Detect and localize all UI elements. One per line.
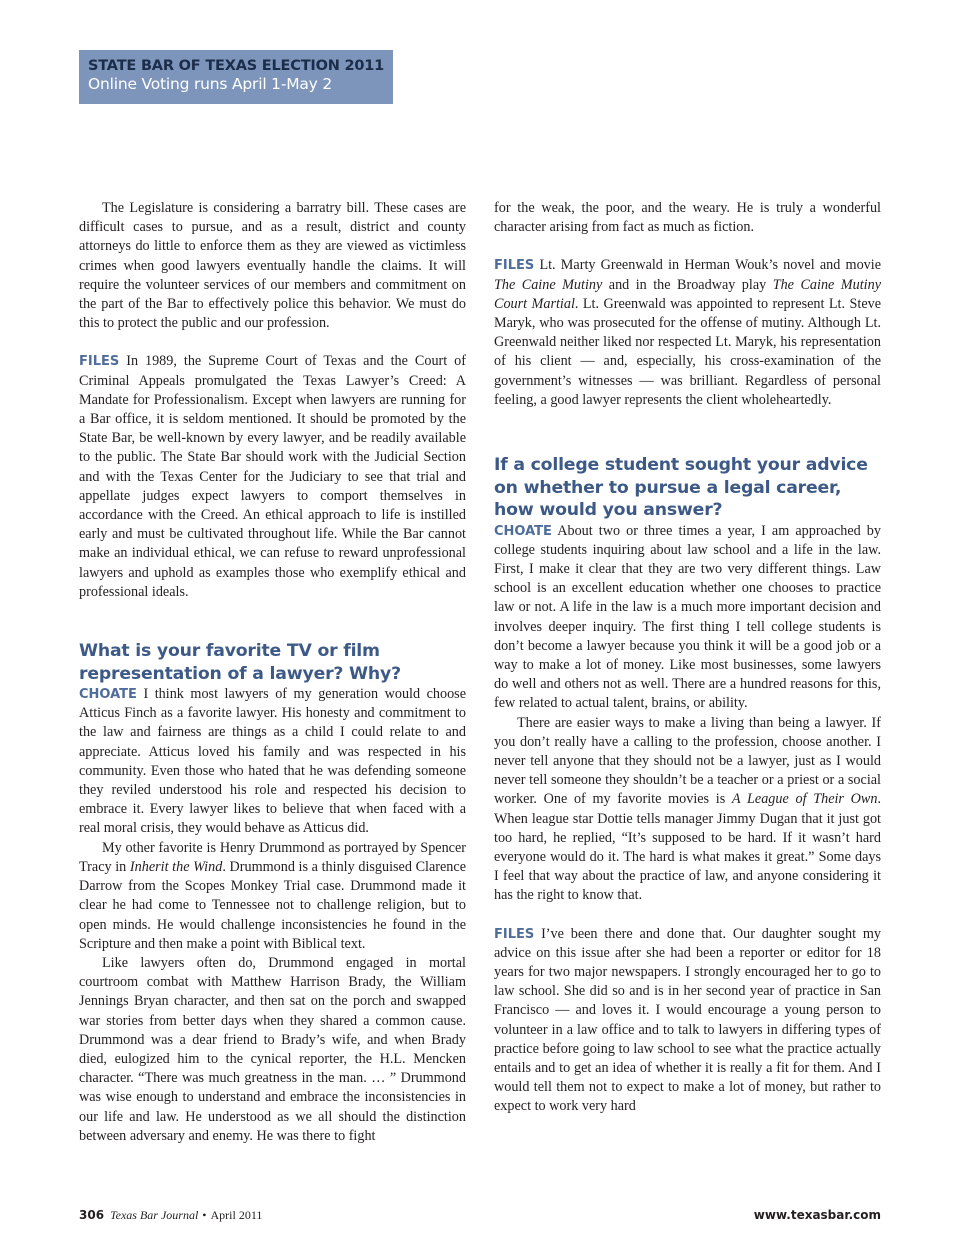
speaker-tag-files: FILES	[79, 354, 120, 370]
answer-text: I think most lawyers of my generation would choose Atticus Finch as a favorite lawyer. His honesty and commitment to the law and fairness are things as a child I could relate to and appreciate. Atticus loved his family and was respected in his community. Even those who hated that he was defending someone they reviled understood his role and respected his decision to embrace it. Every lawyer likes to believe that when faced with a real moral crisis, they would behave as Atticus did.	[79, 686, 466, 837]
answer-text: About two or three times a year, I am approached by college students inquiring about law school and a life in the law. First, I make it clear that they are two very different things. Law school is an excellent education whether one chooses to practice law or not. A life in the law is a much more important decision and involves deeper inquiry. The first thing I tell college students is don’t become a lawyer because you think it will be a good job or a way to make a lot of money. Like most businesses, some lawyers do well and others not as well. There are a hundred reasons for this, few related to actual talent, brains, or ability.	[494, 522, 881, 712]
text-run: . Drummond is a thinly disguised Clarence Darrow from the Scopes Monkey Trial case. Drummond made it clear he had come to Tennessee not to challenge religion, but to open minds. He would challenge inconsistencies he found in the Scripture and then make a point with Biblical text.	[79, 858, 466, 952]
choate-answer	[79, 685, 466, 839]
paragraph: Like lawyers often do, Drummond engaged in mortal courtroom combat with Matthew Harrison Brady, the William Jennings Bryan character, and then sat on the porch and swapped war stories from better days when they shared a common cause. Drummond was a dear friend to Brady’s wife, and when Brady died, eulogized him to the cynical reporter, the H.L. Mencken character. “There was much greatness in the man. … ” Drummond was wise enough to understand and embrace the inconsistencies in our life and law. He understood as we all should the distinction between adversary and enemy. He was there to fight	[79, 954, 466, 1144]
text-run: . Lt. Greenwald was appointed to represent Lt. Steve Maryk, who was prosecuted for the offense of mutiny. Although Lt. Greenwald neither liked nor respected Lt. Maryk, his representation of his client — and, especially, his cross-examination of the government’s witnesses — was brilliant. Regardless of personal feeling, a good lawyer represents the client wholeheartedly.	[494, 295, 882, 408]
files-answer	[79, 352, 466, 602]
paragraph	[494, 714, 881, 906]
paragraph: for the weak, the poor, and the weary. He is truly a wonderful character arising from fact as much as fiction.	[494, 200, 881, 236]
page-number: 306	[79, 1208, 105, 1222]
banner-subtitle: Online Voting runs April 1-May 2	[88, 75, 333, 93]
play-title: The Caine Mutiny Court Martial	[494, 276, 881, 312]
files-answer	[494, 925, 881, 1117]
text-run: There are easier ways to make a living than being a lawyer. If you don’t really have a calling to the profession, choose another. I never tell anyone that they should not be a lawyer, just as I would never tell someone they shouldn’t be a teacher or a priest or a social worker. One of my favorite movies is	[494, 714, 881, 808]
film-title: A League of Their Own	[731, 791, 878, 808]
paragraph: The Legislature is considering a barratry bill. These cases are difficult cases to pursue, and as a result, district and county attorneys do little to enforce them as they are viewed as victimless crimes when good lawyers eventually handle the claims. It will require the volunteer services of our members and commitment on the part of the Bar to effectively police this behavior. We must do this to protect the public and our profession.	[79, 200, 466, 332]
speaker-tag-files: FILES	[494, 926, 535, 942]
files-answer	[494, 256, 881, 410]
answer-text: In 1989, the Supreme Court of Texas and the Court of Criminal Appeals promulgated the Texas Lawyer’s Creed: A Mandate for Professionalism. Except when lawyers are running for a Bar office, it is seldom mentioned. It should be promoted by the State Bar, be well-known by every lawyer, and be readily available to the public. The State Bar should work with the Judicial Section and with the Texas Center for the Judiciary to see that trial and appellate judges expect lawyers to comport themselves in accordance with the Creed. An ethical approach to life is instilled early and must be cultivated throughout life. While the Bar cannot make an individual ethical, we can refuse to reward unprofessional lawyers and uphold as examples those who exemplify ethical and professional ideals.	[79, 353, 466, 600]
book-title: The Caine Mutiny	[494, 276, 603, 293]
choate-answer	[494, 522, 881, 714]
text-run: and in the Broadway play	[602, 276, 773, 293]
question-heading: What is your favorite TV or film representation of a lawyer? Why?	[79, 641, 401, 684]
answer-text: I’ve been there and done that. Our daughter sought my advice on this issue after she had been a reporter or editor for 18 years for two major newspapers. I strongly encouraged her to go to law school. She did so and is in her second year of practice in San Francisco — and loves it. I would encourage a young person to volunteer in a law office and to talk to lawyers in differing types of practice before going to law school to see what the practice actually entails and to get an idea of whether it is really a fit for them. And I would tell them not to expect to make a lot of money, but rather to expect to work very hard	[494, 925, 882, 1115]
film-title: Inherit the Wind	[129, 858, 223, 875]
page-footer	[79, 1208, 262, 1223]
text-run: My other favorite is Henry Drummond as portrayed by Spencer Tracy in	[79, 839, 466, 875]
question-heading: If a college student sought your advice on whether to pursue a legal career, how would you answer?	[494, 455, 868, 521]
issue-date: April 2011	[210, 1208, 263, 1222]
election-banner	[79, 50, 393, 104]
speaker-tag-choate: CHOATE	[494, 523, 552, 539]
footer-bullet: •	[202, 1208, 207, 1222]
paragraph	[79, 839, 466, 954]
banner-title: STATE BAR OF TEXAS ELECTION 2011	[88, 58, 385, 74]
text-run: . When league star Dottie tells manager Jimmy Dugan that it just got too hard, he replied, “It’s supposed to be hard. If it wasn’t hard everyone would do it. The hard is what makes it great.” Some days I feel that way about the practice of law, and anyone considering it has the right to know that.	[494, 791, 881, 904]
left-column	[79, 199, 466, 1146]
text-run: Lt. Marty Greenwald in Herman Wouk’s novel and movie	[539, 257, 882, 274]
speaker-tag-files: FILES	[494, 258, 535, 274]
speaker-tag-choate: CHOATE	[79, 687, 137, 703]
journal-name: Texas Bar Journal	[110, 1208, 199, 1222]
website-link[interactable]: www.texasbar.com	[753, 1208, 881, 1222]
right-column	[494, 199, 881, 1117]
